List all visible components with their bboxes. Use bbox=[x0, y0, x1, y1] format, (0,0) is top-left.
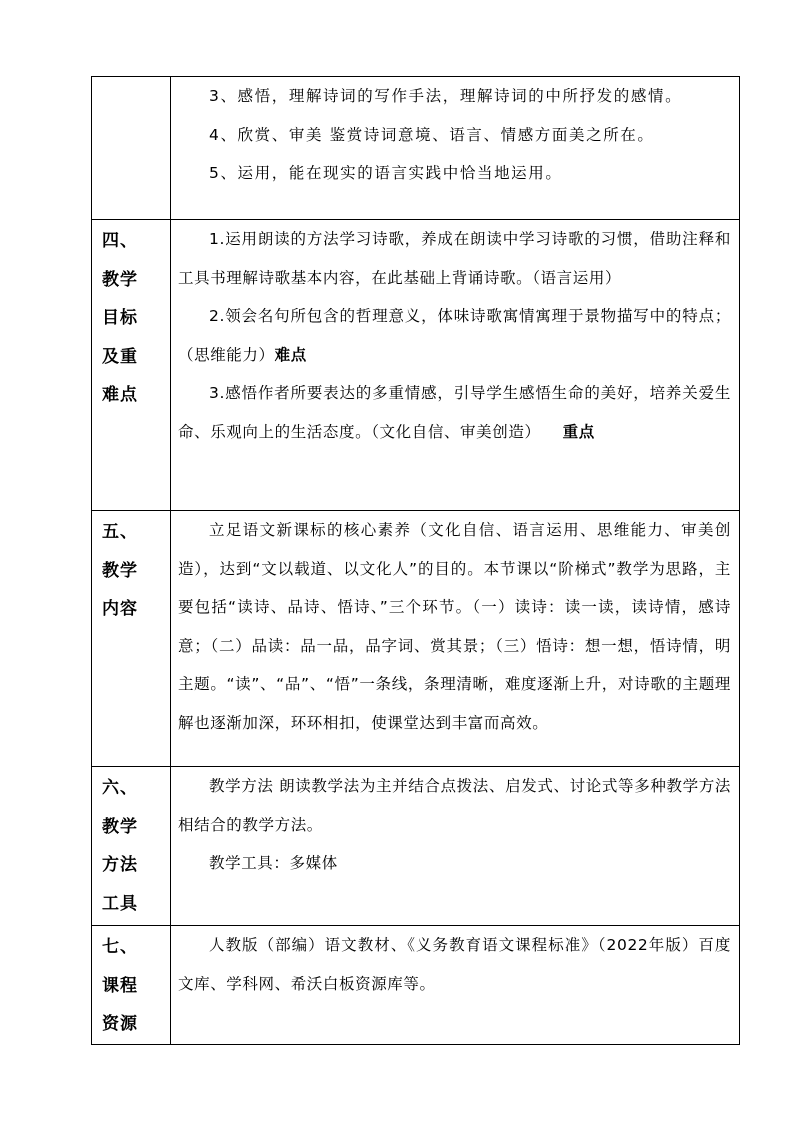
lesson-plan-table bbox=[91, 76, 740, 1045]
key-point-marker: 重点 bbox=[562, 422, 595, 441]
paragraph: 3、感悟，理解诗词的写作手法，理解诗词的中所抒发的感情。 bbox=[209, 87, 683, 105]
table-row bbox=[92, 926, 740, 1045]
row-content-cell bbox=[171, 926, 740, 1045]
row-content-cell bbox=[171, 77, 740, 220]
row-label: 教学 bbox=[102, 816, 138, 837]
paragraph bbox=[178, 374, 731, 451]
row-label: 四、 bbox=[102, 231, 138, 251]
paragraph-text: 2.领会名句所包含的哲理意义，体味诗歌寓情寓理于景物描写中的特点；（思维能力） bbox=[178, 307, 731, 364]
paragraph: 4、欣赏、审美 鉴赏诗词意境、语言、情感方面美之所在。 bbox=[209, 125, 655, 144]
difficulty-marker: 难点 bbox=[274, 345, 307, 364]
row-label: 七、 bbox=[102, 937, 138, 957]
row-label-cell bbox=[92, 926, 171, 1045]
paragraph: 5、运用，能在现实的语言实践中恰当地运用。 bbox=[209, 164, 563, 182]
row-label-cell bbox=[92, 767, 171, 926]
row-label-cell bbox=[92, 77, 171, 220]
paragraph: 人教版（部编）语文教材、《义务教育语文课程标准》（2022年版）百度文库、学科网、希沃白板资源库等。 bbox=[178, 936, 731, 993]
table-row bbox=[92, 77, 740, 220]
row-label: 教学 bbox=[102, 560, 138, 581]
row-label: 内容 bbox=[102, 599, 138, 619]
paragraph bbox=[178, 297, 731, 374]
row-label: 六、 bbox=[102, 778, 138, 798]
row-content-cell bbox=[171, 767, 740, 926]
paragraph-text: 3.感悟作者所要表达的多重情感，引导学生感悟生命的美好，培养关爱生命、乐观向上的生活态度。（文化自信、审美创造） bbox=[178, 384, 731, 441]
paragraph: 立足语文新课标的核心素养（文化自信、语言运用、思维能力、审美创造），达到“文以载道、以文化人”的目的。本节课以“阶梯式”教学为思路，主要包括“读诗、品诗、悟诗、”三个环节。（一）读诗：读一读，读诗情，感诗意；（二）品读：品一品，品字词、赏其景；（三）悟诗：想一想，悟诗情，明主题。“读”、“品”、“悟”一条线，条理清晰，难度逐渐上升，对诗歌的主题理解也逐渐加深，环环相扣，使课堂达到丰富而高效。 bbox=[178, 521, 731, 732]
row-label: 教学 bbox=[102, 269, 138, 290]
paragraph: 1.运用朗读的方法学习诗歌，养成在朗读中学习诗歌的习惯，借助注释和工具书理解诗歌基本内容，在此基础上背诵诗歌。（语言运用） bbox=[178, 230, 731, 287]
paragraph: 教学方法 朗读教学法为主并结合点拨法、启发式、讨论式等多种教学方法相结合的教学方法。 bbox=[178, 777, 731, 834]
paragraph: 教学工具：多媒体 bbox=[209, 854, 338, 872]
row-label-cell bbox=[92, 220, 171, 511]
row-label: 目标 bbox=[102, 308, 138, 328]
row-label: 方法 bbox=[102, 855, 138, 875]
table-row bbox=[92, 220, 740, 511]
row-label: 课程 bbox=[102, 975, 138, 996]
row-label: 五、 bbox=[102, 522, 138, 542]
row-label-cell bbox=[92, 511, 171, 767]
row-label: 及重 bbox=[102, 346, 138, 367]
table-row bbox=[92, 767, 740, 926]
row-content-cell bbox=[171, 220, 740, 511]
row-label: 工具 bbox=[102, 893, 138, 914]
row-content-cell bbox=[171, 511, 740, 767]
row-label: 资源 bbox=[102, 1014, 138, 1034]
table-row bbox=[92, 511, 740, 767]
row-label: 难点 bbox=[102, 385, 138, 405]
